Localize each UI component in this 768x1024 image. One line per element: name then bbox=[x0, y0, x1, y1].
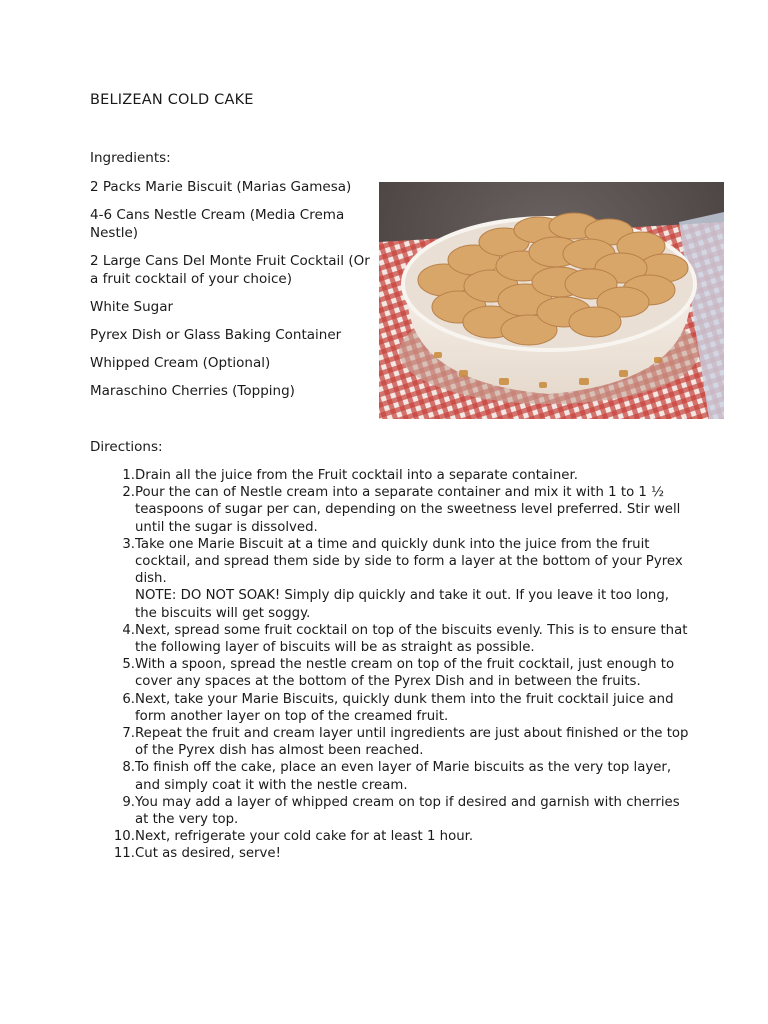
direction-step bbox=[90, 725, 690, 759]
direction-step bbox=[90, 536, 690, 622]
step-text: Repeat the fruit and cream layer until ingredients are just about finished or the top of the Pyrex dish has almost been reached. bbox=[135, 726, 689, 759]
step-number: 3. bbox=[122, 536, 135, 552]
step-number: 11. bbox=[113, 846, 135, 862]
direction-step bbox=[90, 656, 690, 690]
ingredient-item: 2 Packs Marie Biscuit (Marias Gamesa) bbox=[90, 179, 352, 195]
directions-heading: Directions: bbox=[90, 439, 163, 455]
step-text: Drain all the juice from the Fruit cocktail into a separate container. bbox=[135, 468, 578, 483]
direction-step bbox=[90, 467, 690, 484]
step-note: NOTE: DO NOT SOAK! Simply dip quickly and take it out. If you leave it too long, the biscuits will get soggy. bbox=[135, 588, 670, 621]
step-number: 2. bbox=[122, 485, 135, 501]
ingredient-item: Whipped Cream (Optional) bbox=[90, 355, 271, 371]
step-number: 7. bbox=[122, 726, 135, 742]
step-number: 5. bbox=[122, 657, 135, 673]
step-number: 4. bbox=[122, 622, 135, 638]
step-number: 9. bbox=[122, 794, 135, 810]
ingredient-item: Pyrex Dish or Glass Baking Container bbox=[90, 327, 342, 343]
ingredient-item: White Sugar bbox=[90, 299, 174, 315]
direction-step bbox=[90, 622, 690, 656]
ingredient-item: Maraschino Cherries (Topping) bbox=[90, 383, 295, 399]
ingredients-list bbox=[90, 178, 370, 410]
step-text: You may add a layer of whipped cream on top if desired and garnish with cherries at the very top. bbox=[135, 794, 680, 828]
directions-list bbox=[90, 467, 690, 863]
page-title: BELIZEAN COLD CAKE bbox=[90, 92, 254, 108]
direction-step bbox=[90, 484, 690, 536]
ingredients-heading: Ingredients: bbox=[90, 150, 171, 166]
step-number: 10. bbox=[113, 829, 135, 845]
step-text: Pour the can of Nestle cream into a separate container and mix it with 1 to 1 ½ teaspoons of sugar per can, depending on the sweetness level preferred. Stir well until the sugar is dissolved. bbox=[135, 485, 681, 535]
step-text: Next, refrigerate your cold cake for at least 1 hour. bbox=[135, 829, 474, 845]
step-text: To finish off the cake, place an even layer of Marie biscuits as the very top layer, and simply coat it with the nestle cream. bbox=[135, 760, 672, 793]
step-text: Next, spread some fruit cocktail on top of the biscuits evenly. This is to ensure that the following layer of biscuits will be as straight as possible. bbox=[135, 622, 688, 656]
ingredient-item: 4-6 Cans Nestle Cream (Media Crema Nestle) bbox=[90, 207, 345, 241]
step-number: 6. bbox=[122, 691, 135, 707]
cold-cake-photo bbox=[379, 182, 724, 419]
step-text: With a spoon, spread the nestle cream on top of the fruit cocktail, just enough to cover any spaces at the bottom of the Pyrex Dish and in between the fruits. bbox=[135, 657, 675, 690]
direction-step bbox=[90, 759, 690, 793]
step-text: Cut as desired, serve! bbox=[135, 846, 281, 862]
step-text: Take one Marie Biscuit at a time and quickly dunk into the juice from the fruit cocktail, and spread them side by side to form a layer at the bottom of your Pyrex dish. bbox=[135, 536, 683, 587]
direction-step bbox=[90, 691, 690, 725]
step-text: Next, take your Marie Biscuits, quickly dunk them into the fruit cocktail juice and form another layer on top of the creamed fruit. bbox=[135, 691, 674, 724]
step-number: 8. bbox=[122, 760, 135, 776]
step-number: 1. bbox=[122, 468, 135, 483]
direction-step bbox=[90, 794, 690, 828]
ingredient-item: 2 Large Cans Del Monte Fruit Cocktail (Or a fruit cocktail of your choice) bbox=[90, 253, 370, 287]
direction-step bbox=[90, 828, 690, 845]
direction-step bbox=[90, 845, 690, 862]
